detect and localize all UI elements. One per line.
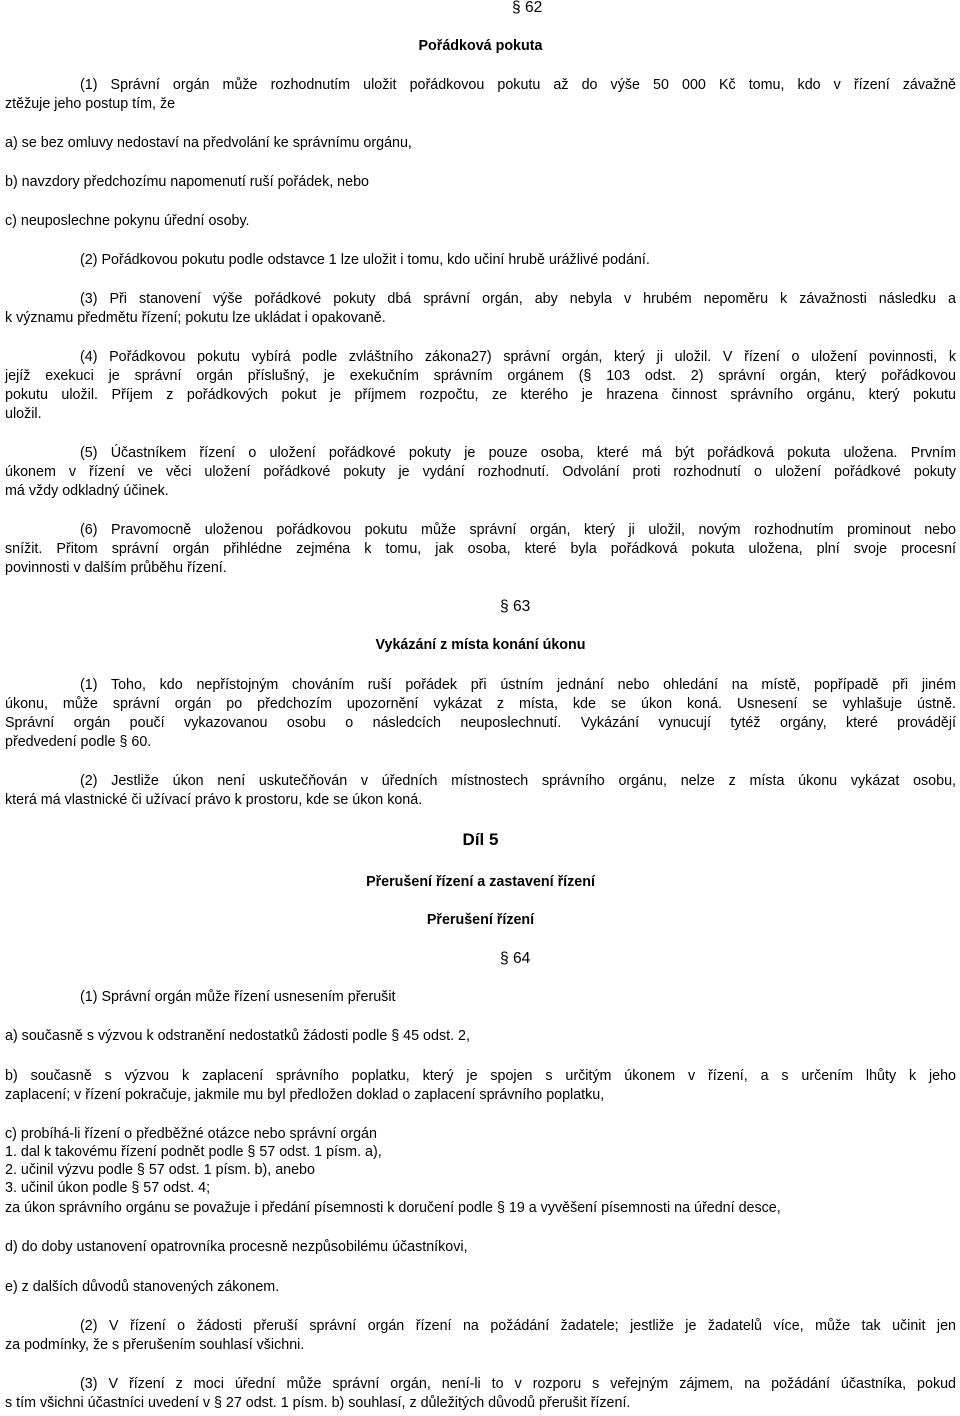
sec62-p4-line3: pokutu uložil. Příjem z pořádkových pokut je příjmem rozpočtu, ze kterého je hrazena činnost správního orgánu, který pokutu — [5, 387, 956, 403]
sec64-item-a: a) současně s výzvou k odstranění nedostatků žádosti podle § 45 odst. 2, — [5, 1028, 470, 1044]
sec63-p1-line3: Správní orgán poučí vykazovanou osobu o následcích neuposlechnutí. Vykázání vynucují tytéž orgány, které provádějí — [5, 715, 956, 731]
section-62-symbol: § 62 — [512, 0, 543, 16]
sec62-p4-line1: (4) Pořádkovou pokutu vybírá podle zvláštního zákona27) správní orgán, který ji uložil. V řízení o uložení povinnosti, k — [80, 349, 956, 365]
sec62-item-b: b) navzdory předchozímu napomenutí ruší pořádek, nebo — [5, 174, 369, 190]
part-5-title: Díl 5 — [462, 830, 499, 849]
section-62-title: Pořádková pokuta — [418, 38, 543, 54]
sec64-p3-line1: (3) V řízení z moci úřední může správní orgán, není-li to v rozporu s veřejným zájmem, na požádání účastníka, pokud — [80, 1376, 956, 1392]
sec62-item-a: a) se bez omluvy nedostaví na předvolání ke správnímu orgánu, — [5, 135, 412, 151]
sec62-p4-line4: uložil. — [5, 406, 42, 422]
sec64-p1: (1) Správní orgán může řízení usnesením přerušit — [80, 989, 396, 1005]
sec64-item-b-line1: b) současně s výzvou k zaplacení správního poplatku, který je spojen s určitým úkonem v řízení, a s určením lhůty k jeho — [5, 1068, 956, 1084]
section-63-symbol: § 63 — [500, 598, 531, 615]
sec62-p4-line2: jejíž exekuci je správní orgán příslušný, je exekučním správním orgánem (§ 103 odst. 2) správní orgán, který pořádkovou — [5, 368, 956, 384]
part-5-heading: Přerušení řízení — [426, 912, 535, 928]
part-5-subtitle: Přerušení řízení a zastavení řízení — [366, 874, 595, 890]
sec63-p1-line4: předvedení podle § 60. — [5, 734, 152, 750]
sec64-p2-line2: za podmínky, že s přerušením souhlasí všichni. — [5, 1337, 305, 1353]
sec62-item-c: c) neuposlechne pokynu úřední osoby. — [5, 213, 250, 229]
sec62-p5-line3: má vždy odkladný účinek. — [5, 483, 169, 499]
sec63-p2-line2: která má vlastnické či užívací právo k prostoru, kde se úkon koná. — [5, 792, 423, 808]
sec63-p1-line2: úkonu, může správní orgán po předchozím upozornění vykázat z místa, kde se úkon koná. Usnesení se vyhlašuje ústně. — [5, 696, 956, 712]
sec63-p2-line1: (2) Jestliže úkon není uskutečňován v úředních místnostech správního orgánu, nelze z místa úkonu vykázat osobu, — [80, 773, 956, 789]
sec64-item-c2: 2. učinil výzvu podle § 57 odst. 1 písm. b), anebo — [5, 1162, 315, 1178]
sec64-p2-line1: (2) V řízení o žádosti přeruší správní orgán řízení na požádání žadatele; jestliže je žadatelů více, může tak učinit jen — [80, 1318, 956, 1334]
sec62-p3-line2: k významu předmětu řízení; pokutu lze ukládat i opakovaně. — [5, 310, 386, 326]
sec64-item-c-tail: za úkon správního orgánu se považuje i předání písemnosti k doručení podle § 19 a vyvěšení písemnosti na úřední desce, — [5, 1200, 781, 1216]
sec64-p3-line2: s tím všichni účastníci uvedení v § 27 odst. 1 písm. b) souhlasí, z důležitých důvodů přerušit řízení. — [5, 1395, 631, 1411]
sec64-item-c: c) probíhá-li řízení o předběžné otázce nebo správní orgán — [5, 1126, 377, 1142]
sec64-item-b-line2: zaplacení; v řízení pokračuje, jakmile mu byl předložen doklad o zaplacení správního poplatku, — [5, 1087, 605, 1103]
sec64-item-d: d) do doby ustanovení opatrovníka procesně nezpůsobilému účastníkovi, — [5, 1239, 468, 1255]
sec62-p5-line2: úkonem v řízení ve věci uložení pořádkové pokuty je vydání rozhodnutí. Odvolání proti rozhodnutí o uložení pořádkové pokuty — [5, 464, 956, 480]
sec64-item-e: e) z dalších důvodů stanovených zákonem. — [5, 1279, 280, 1295]
sec62-p3-line1: (3) Při stanovení výše pořádkové pokuty dbá správní orgán, aby nebyla v hrubém nepoměru k závažnosti následku a — [80, 291, 956, 307]
sec63-p1-line1: (1) Toho, kdo nepřístojným chováním ruší pořádek při ústním jednání nebo ohledání na místě, popřípadě při jiném — [80, 677, 956, 693]
sec62-p6-line3: povinnosti v dalším průběhu řízení. — [5, 560, 227, 576]
sec64-item-c3: 3. učinil úkon podle § 57 odst. 4; — [5, 1180, 211, 1196]
sec62-p5-line1: (5) Účastníkem řízení o uložení pořádkové pokuty je pouze osoba, které má být pořádková pokuta uložena. Prvním — [80, 445, 956, 461]
sec64-item-c1: 1. dal k takovému řízení podnět podle § 57 odst. 1 písm. a), — [5, 1144, 382, 1160]
sec62-p6-line1: (6) Pravomocně uloženou pořádkovou pokutu může správní orgán, který ji uložil, novým rozhodnutím prominout nebo — [80, 522, 956, 538]
sec62-p1-line2: ztěžuje jeho postup tím, že — [5, 96, 176, 112]
section-64-symbol: § 64 — [500, 950, 531, 967]
section-63-title: Vykázání z místa konání úkonu — [375, 637, 586, 653]
sec62-p6-line2: snížit. Přitom správní orgán přihlédne zejména k tomu, jak osoba, které byla pořádková pokuta uložena, plní svoje procesní — [5, 541, 956, 557]
sec62-p1-line1: (1) Správní orgán může rozhodnutím uložit pořádkovou pokutu až do výše 50 000 Kč tomu, kdo v řízení závažně — [80, 77, 956, 93]
sec62-p2: (2) Pořádkovou pokutu podle odstavce 1 lze uložit i tomu, kdo učiní hrubě urážlivé podání. — [80, 252, 650, 268]
